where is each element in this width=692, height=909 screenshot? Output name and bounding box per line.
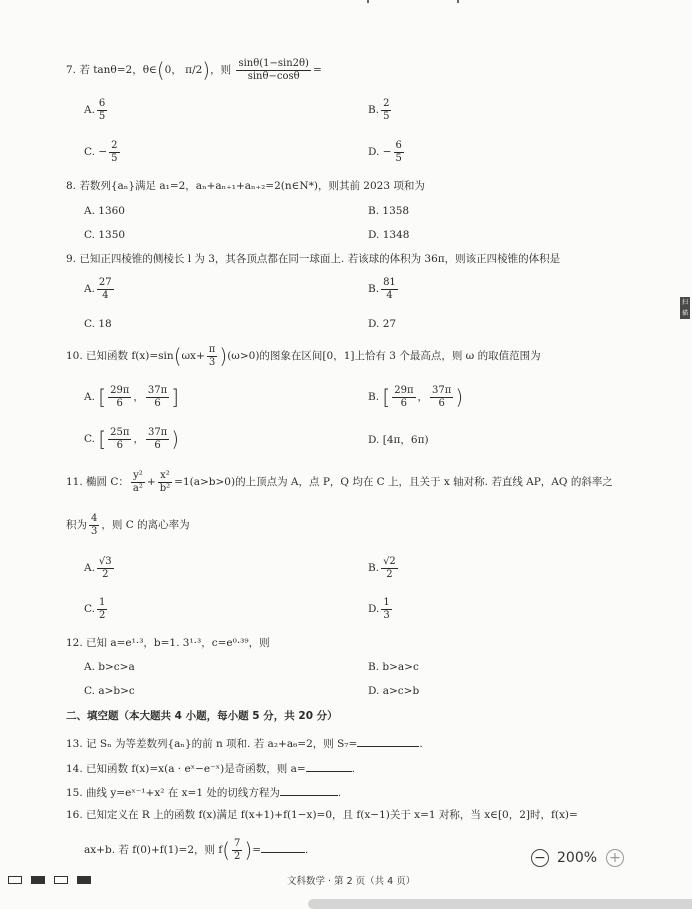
page-thumbnails (8, 876, 91, 884)
question-8-option-a: A. 1360 (84, 205, 125, 217)
question-9-option-b: B. $\frac{81}{4}$ (368, 277, 396, 301)
question-9-option-a: A. $\frac{27}{4}$ (84, 277, 112, 301)
answer-blank (280, 785, 338, 796)
question-12-option-b: B. b>a>c (368, 661, 419, 673)
question-9-stem: 9. 已知正四棱锥的侧棱长 l 为 3，其各顶点都在同一球面上. 若该球的体积为 36π，则该正四棱锥的体积是 (66, 253, 561, 265)
question-7-option-d: D. − $\frac{6}{5}$ (368, 140, 402, 164)
question-8-stem: 8. 若数列{aₙ}满足 a₁=2，aₙ+aₙ₊₁+aₙ₊₂=2(n∈N*)，则其前 2023 项和为 (66, 180, 425, 192)
question-8-option-d: D. 1348 (368, 229, 410, 241)
question-8-option-b: B. 1358 (368, 205, 410, 217)
answer-blank (357, 736, 419, 747)
scan-speck (367, 0, 369, 3)
question-12-option-a: A. b>c>a (84, 661, 135, 673)
answer-blank (261, 842, 305, 853)
question-10-option-c: C. [ $\frac{25\pi}{6}$ ， $\frac{37\pi}{6}$ ) (84, 427, 180, 451)
page-thumbnail[interactable] (8, 876, 22, 884)
horizontal-scrollbar[interactable] (308, 899, 692, 909)
page-footer: 文科数学 · 第 2 页（共 4 页） (287, 876, 416, 887)
question-13-stem: 13. 记 Sₙ 为等差数列{aₙ}的前 n 项和. 若 a₂+a₆=2，则 S₇= . (66, 738, 423, 750)
zoom-out-button[interactable]: − (531, 849, 549, 867)
question-7-option-b: B. $\frac{2}{5}$ (368, 98, 390, 122)
section-heading-fill-in: 二、填空题（本大题共 4 小题，每小题 5 分，共 20 分） (66, 710, 338, 722)
question-16-stem: 16. 已知定义在 R 上的函数 f(x)满足 f(x+1)+f(1−x)=0，且 f(x−1)关于 x=1 对称，当 x∈[0，2]时，f(x)= (66, 809, 578, 821)
zoom-control (531, 847, 624, 869)
question-11-option-b: B. $\frac{√2}{2}$ (368, 556, 396, 580)
question-8-option-c: C. 1350 (84, 229, 126, 241)
question-7-stem: 7. 若 tanθ=2，θ∈(0， π/2)，则 $\frac{\sin\theta(1-\sin 2\theta)}{\sin\theta-\cos\theta}$ = (66, 58, 322, 82)
question-11-option-c: C. $\frac{1}{2}$ (84, 597, 106, 621)
answer-blank (306, 761, 352, 772)
question-7-option-c: C. − $\frac{2}{5}$ (84, 140, 118, 164)
page-thumbnail[interactable] (77, 876, 91, 884)
page-thumbnail[interactable] (54, 876, 68, 884)
question-10-option-a: A. [ $\frac{29\pi}{6}$ ， $\frac{37\pi}{6}$ ] (84, 385, 179, 409)
side-tab[interactable]: 扫描 (681, 299, 688, 317)
question-10-stem: 10. 已知函数 f(x)=sin(ωx+ $\frac{\pi}{3}$ )(ω>0)的图象在区间[0，1]上恰有 3 个最高点，则 ω 的取值范围为 (66, 344, 541, 368)
question-12-option-d: D. a>c>b (368, 685, 420, 697)
question-10-option-b: B. [ $\frac{29\pi}{6}$ ， $\frac{37\pi}{6}$ ) (368, 385, 464, 409)
question-12-option-c: C. a>b>c (84, 685, 135, 697)
question-16-stem-line2: ax+b. 若 f(0)+f(1)=2，则 f( $\frac{7}{2}$ )= . (84, 838, 309, 862)
question-11-option-d: D. $\frac{1}{3}$ (368, 597, 390, 621)
question-14-stem: 14. 已知函数 f(x)=x(a · eˣ−e⁻ˣ)是奇函数，则 a= . (66, 763, 355, 775)
question-11-option-a: A. $\frac{√3}{2}$ (84, 556, 112, 580)
question-10-option-d: D. [4π，6π) (368, 434, 429, 446)
question-15-stem: 15. 曲线 y=eˣ⁻¹+x² 在 x=1 处的切线方程为 . (66, 787, 342, 799)
question-11-stem: 11. 椭圆 C： $\frac{\text{y²}}{\text{a²}}$ + $\frac{\text{x²}}{\text{b²}}$ =1(a>b>0)的上顶点为 A，点 P，Q 均在 C 上，且关于 x 轴对称. 若直线 AP，AQ 的斜率之 (66, 470, 613, 494)
zoom-level: 200% (557, 849, 598, 866)
page-thumbnail-current[interactable] (31, 876, 45, 884)
question-9-option-c: C. 18 (84, 318, 112, 330)
question-11-stem-line2: 积为 $\frac{4}{3}$ ，则 C 的离心率为 (66, 513, 190, 537)
question-9-option-d: D. 27 (368, 318, 397, 330)
zoom-in-button[interactable]: + (606, 849, 624, 867)
question-12-stem: 12. 已知 a=e¹·³，b=1. 3¹·³，c=e⁰·³⁹，则 (66, 637, 270, 649)
question-7-option-a: A. $\frac{6}{5}$ (84, 98, 106, 122)
scan-speck (457, 0, 459, 3)
